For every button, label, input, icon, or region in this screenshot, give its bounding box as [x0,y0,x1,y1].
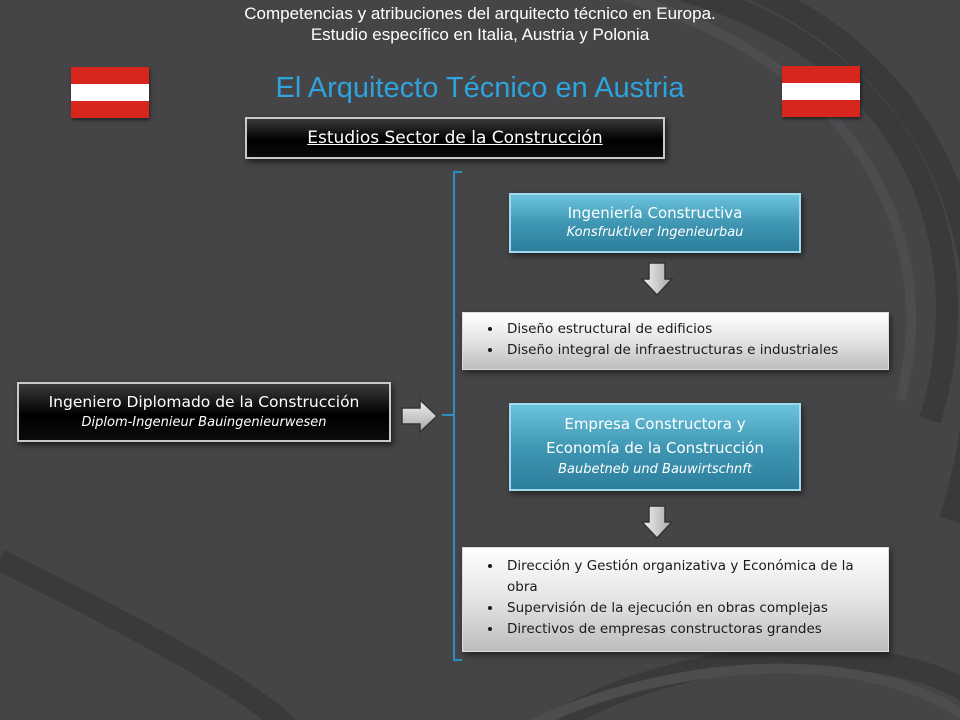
arrow-down-icon [640,504,674,540]
branch1-bullet-list [463,319,888,361]
branch2-bullet-box [462,547,889,652]
engineer-title: Ingeniero Diplomado de la Construcción [48,393,360,411]
list-item: • Diseño estructural de edificios [503,319,888,340]
list-item: • Diseño integral de infraestructuras e industriales [503,340,888,361]
branch2-title-line2: Economía de la Construcción [546,439,764,457]
branch1-box [509,193,801,253]
engineer-box [17,382,391,442]
list-item: • Directivos de empresas constructoras grandes [503,619,878,640]
list-item: • Dirección y Gestión organizativa y Económica de la obra [503,556,878,598]
branch1-subtitle: Konsfruktiver Ingenieurbau [566,225,744,240]
branch2-subtitle: Baubetneb und Bauwirtschnft [558,462,752,477]
arrow-right-icon [400,398,440,434]
branch2-bullet-list [463,556,878,640]
branch1-title: Ingeniería Constructiva [567,204,743,222]
arrow-down-icon [640,261,674,297]
branch2-box [509,403,801,491]
austria-flag-right [782,66,860,117]
branch2-title-line1: Empresa Constructora y [564,415,746,433]
sector-box [245,117,665,159]
sector-label: Estudios Sector de la Construcción [307,128,603,148]
header-line-1: Competencias y atribuciones del arquitecto técnico en Europa. [244,4,716,23]
header-subtitle [0,3,960,45]
engineer-subtitle: Diplom-Ingenieur Bauingenieurwesen [81,415,327,430]
page-title: El Arquitecto Técnico en Austria [275,72,685,104]
header-line-2: Estudio específico en Italia, Austria y Polonia [310,25,650,44]
list-item: • Supervisión de la ejecución en obras complejas [503,598,878,619]
austria-flag-left [71,67,149,118]
branch1-bullet-box [462,312,889,370]
